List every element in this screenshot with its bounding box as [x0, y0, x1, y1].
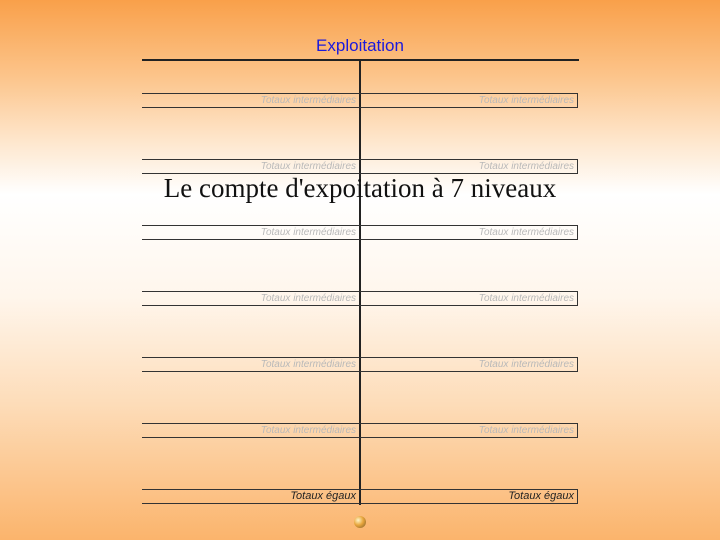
subtotal-left-cell: Totaux intermédiaires — [260, 293, 356, 304]
subtotal-row — [142, 93, 578, 108]
subtotal-right-cell: Totaux intermédiaires — [478, 425, 574, 436]
subtotal-right-cell: Totaux intermédiaires — [478, 227, 574, 238]
final-left-cell: Totaux égaux — [290, 490, 356, 502]
subtotal-row — [142, 357, 578, 372]
subtotal-row — [142, 225, 578, 240]
subtotal-left-cell: Totaux intermédiaires — [260, 227, 356, 238]
overlay-caption: Le compte d'expoitation à 7 niveaux — [163, 173, 557, 203]
subtotal-right-cell: Totaux intermédiaires — [478, 161, 574, 172]
t-account-center-line — [359, 61, 361, 505]
subtotal-row — [142, 423, 578, 438]
subtotal-left-cell: Totaux intermédiaires — [260, 359, 356, 370]
subtotal-row — [142, 291, 578, 306]
slide-title: Exploitation — [316, 36, 404, 55]
subtotal-left-cell: Totaux intermédiaires — [260, 425, 356, 436]
subtotal-left-cell: Totaux intermédiaires — [260, 161, 356, 172]
final-totals-row — [142, 489, 578, 504]
subtotal-right-cell: Totaux intermédiaires — [478, 95, 574, 106]
subtotal-right-cell: Totaux intermédiaires — [478, 293, 574, 304]
subtotal-left-cell: Totaux intermédiaires — [260, 95, 356, 106]
orb-bullet-icon — [354, 516, 366, 528]
final-right-cell: Totaux égaux — [508, 490, 574, 502]
subtotal-row — [142, 159, 578, 174]
subtotal-right-cell: Totaux intermédiaires — [478, 359, 574, 370]
